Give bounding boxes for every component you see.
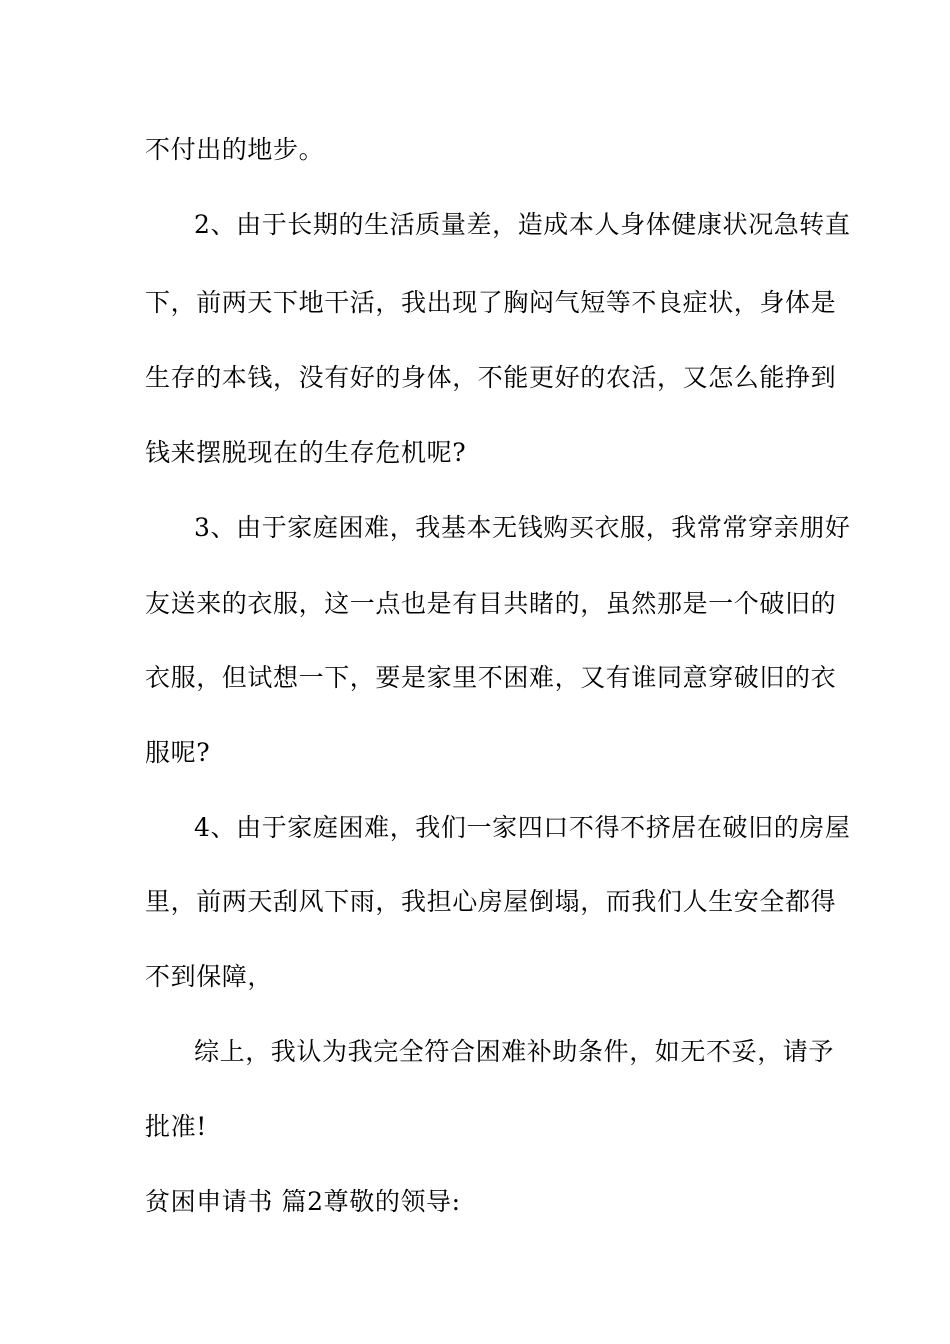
text-line: 友送来的衣服，这一点也是有目共睹的，虽然那是一个破旧的 bbox=[145, 589, 837, 618]
text-line: 批准! bbox=[145, 1112, 207, 1141]
paragraph-3-line-1: 3、由于家庭困难，我基本无钱购买衣服，我常常穿亲朋好 bbox=[194, 513, 851, 542]
text-line: 里，前两天刮风下雨，我担心房屋倒塌，而我们人生安全都得 bbox=[145, 887, 837, 916]
text-line: 衣服，但试想一下，要是家里不困难，又有谁同意穿破旧的衣 bbox=[145, 663, 837, 692]
paragraph-2-line-1: 2、由于长期的生活质量差，造成本人身体健康状况急转直 bbox=[194, 210, 851, 239]
text-line: 不付出的地步。 bbox=[145, 135, 325, 164]
text-line: 生存的本钱，没有好的身体，不能更好的农活，又怎么能挣到 bbox=[145, 363, 837, 392]
text-line: 钱来摆脱现在的生存危机呢? bbox=[145, 438, 467, 467]
paragraph-4-line-1: 4、由于家庭困难，我们一家四口不得不挤居在破旧的房屋 bbox=[194, 813, 851, 842]
text-line: 服呢? bbox=[145, 738, 211, 767]
text-line: 不到保障， bbox=[145, 962, 274, 991]
text-line: 下，前两天下地干活，我出现了胸闷气短等不良症状，身体是 bbox=[145, 288, 837, 317]
section-heading: 贫困申请书 篇2尊敬的领导: bbox=[145, 1187, 461, 1216]
conclusion-line-1: 综上，我认为我完全符合困难补助条件，如无不妥，请予 bbox=[194, 1037, 835, 1066]
